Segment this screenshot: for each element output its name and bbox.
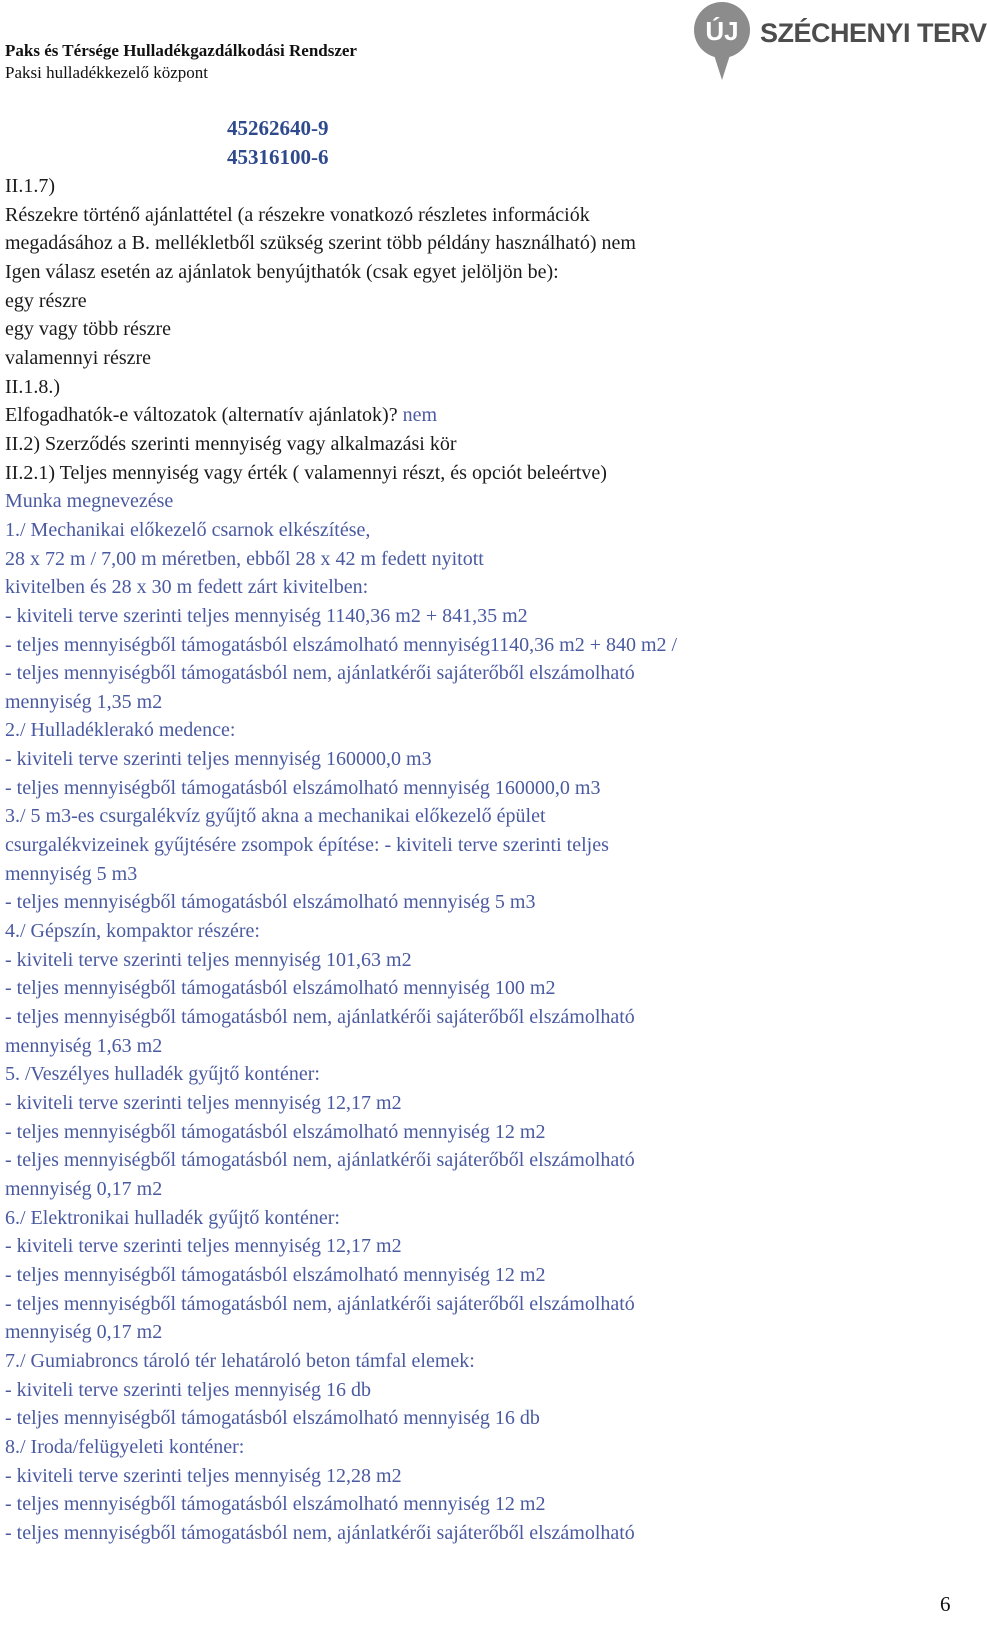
document-line-text: mennyiség 1,63 m2	[5, 1034, 163, 1057]
document-line-text: Részekre történő ajánlattétel (a részekre vonatkozó részletes információk	[5, 203, 590, 226]
document-line-text: 2./ Hulladéklerakó medence:	[5, 719, 236, 742]
document-line-text: 28 x 72 m / 7,00 m méretben, ebből 28 x 42 m fedett nyitott	[5, 547, 484, 570]
document-line	[5, 602, 955, 631]
document-line	[5, 344, 955, 373]
document-line	[5, 373, 955, 402]
document-line	[5, 1376, 955, 1405]
document-line-text: - kiviteli terve szerinti teljes mennyiség 12,28 m2	[5, 1464, 402, 1487]
document-line-text: kivitelben és 28 x 30 m fedett zárt kivitelben:	[5, 576, 369, 599]
document-line-text: - kiviteli terve szerinti teljes mennyiség 160000,0 m3	[5, 748, 432, 771]
document-line-text: 1./ Mechanikai előkezelő csarnok elkészítése,	[5, 518, 371, 541]
document-line-text: - kiviteli terve szerinti teljes mennyiség 16 db	[5, 1378, 372, 1401]
document-line-text: - teljes mennyiségből támogatásból nem, ajánlatkérői sajáterőből elszámolható	[5, 1149, 635, 1172]
document-line	[5, 1490, 955, 1519]
document-line	[5, 1060, 955, 1089]
document-line-text: - teljes mennyiségből támogatásból elszámolható mennyiség 5 m3	[5, 891, 536, 914]
document-line-text: - teljes mennyiségből támogatásból elszámolható mennyiség 160000,0 m3	[5, 776, 601, 799]
document-line	[5, 745, 955, 774]
page-number: 6	[940, 1592, 951, 1616]
document-line-text: 7./ Gumiabroncs tároló tér lehatároló beton támfal elemek:	[5, 1349, 475, 1372]
document-line-text: 3./ 5 m3-es csurgalékvíz gyűjtő akna a mechanikai előkezelő épület	[5, 805, 546, 828]
document-line-text: - kiviteli terve szerinti teljes mennyiség 1140,36 m2 + 841,35 m2	[5, 604, 528, 627]
document-line-text: mennyiség 5 m3	[5, 862, 138, 885]
document-line	[5, 1204, 955, 1233]
logo-wordmark: SZÉCHENYI TERV	[760, 18, 987, 48]
document-line-text: mennyiség 1,35 m2	[5, 690, 163, 713]
document-line	[5, 172, 955, 201]
document-line-text: valamennyi részre	[5, 346, 152, 369]
cpv-code: 45262640-9	[227, 116, 329, 140]
document-line	[5, 688, 955, 717]
document-line	[5, 1347, 955, 1376]
document-line-text: egy részre	[5, 289, 87, 312]
document-line	[5, 716, 955, 745]
document-line	[5, 401, 955, 430]
document-line-text: csurgalékvizeinek gyűjtésére zsompok építése: - kiviteli terve szerinti teljes	[5, 834, 609, 857]
document-line	[5, 1462, 955, 1491]
document-line-text: II.1.7)	[5, 175, 55, 197]
document-line-text: - teljes mennyiségből támogatásból nem, ajánlatkérői sajáterőből elszámolható	[5, 662, 635, 685]
document-line	[5, 459, 955, 488]
document-line	[5, 1175, 955, 1204]
document-line	[5, 974, 955, 1003]
document-line-text: megadásához a B. mellékletből szükség szerint több példány használható) nem	[5, 232, 636, 255]
logo-prefix: ÚJ	[705, 16, 739, 46]
document-line-text: II.2) Szerződés szerinti mennyiség vagy alkalmazási kör	[5, 432, 457, 455]
document-line-text: II.2.1) Teljes mennyiség vagy érték ( valamennyi részt, és opciót beleértve)	[5, 461, 607, 484]
document-line-text: - teljes mennyiségből támogatásból elszámolható mennyiség 16 db	[5, 1407, 540, 1430]
document-line	[5, 573, 955, 602]
document-line	[5, 1003, 955, 1032]
document-line	[5, 1404, 955, 1433]
document-line	[5, 315, 955, 344]
document-line	[5, 1261, 955, 1290]
document-line	[5, 516, 955, 545]
document-line-text: - kiviteli terve szerinti teljes mennyiség 12,17 m2	[5, 1092, 402, 1114]
document-line	[5, 631, 955, 660]
document-line	[5, 1290, 955, 1319]
document-line	[5, 659, 955, 688]
document-line-text: - kiviteli terve szerinti teljes mennyiség 101,63 m2	[5, 948, 412, 971]
document-line	[5, 430, 955, 459]
header-organization: Paks és Térsége Hulladékgazdálkodási Rendszer	[5, 41, 357, 60]
document-line	[5, 802, 955, 831]
document-line	[5, 946, 955, 975]
document-line	[5, 774, 955, 803]
document-line	[5, 1433, 955, 1462]
document-line-text: Igen válasz esetén az ajánlatok benyújthatók (csak egyet jelöljön be):	[5, 260, 559, 283]
document-line	[5, 1118, 955, 1147]
document-line	[5, 201, 955, 230]
document-line-text: mennyiség 0,17 m2	[5, 1321, 163, 1344]
document-line-text: - teljes mennyiségből támogatásból elszámolható mennyiség 12 m2	[5, 1120, 546, 1143]
document-line-text: - teljes mennyiségből támogatásból elszámolható mennyiség 12 m2	[5, 1493, 546, 1516]
document-line	[5, 831, 955, 860]
answer-value: nem	[402, 404, 438, 427]
document-line	[5, 1146, 955, 1175]
document-line-text: 6./ Elektronikai hulladék gyűjtő konténer:	[5, 1206, 340, 1229]
document-line	[5, 1318, 955, 1347]
document-line-text: - teljes mennyiségből támogatásból nem, ajánlatkérői sajáterőből elszámolható	[5, 1292, 635, 1315]
document-line-text: 8./ Iroda/felügyeleti konténer:	[5, 1435, 245, 1458]
document-line	[5, 487, 955, 516]
document-line	[5, 1089, 955, 1118]
document-line	[5, 229, 955, 258]
document-line-text: egy vagy több részre	[5, 318, 172, 341]
document-line	[5, 917, 955, 946]
header-site: Paksi hulladékkezelő központ	[5, 63, 209, 82]
document-line	[5, 287, 955, 316]
document-line	[5, 545, 955, 574]
document-line	[5, 888, 955, 917]
document-line-text: - kiviteli terve szerinti teljes mennyiség 12,17 m2	[5, 1235, 402, 1258]
document-body	[5, 172, 955, 1548]
document-line-text: Munka megnevezése	[5, 490, 174, 513]
document-line-text: - teljes mennyiségből támogatásból elszámolható mennyiség 100 m2	[5, 977, 556, 1000]
document-line-text: II.1.8.)	[5, 375, 60, 398]
document-line	[5, 258, 955, 287]
document-line	[5, 1032, 955, 1061]
cpv-code: 45316100-6	[227, 145, 329, 169]
document-line-text: - teljes mennyiségből támogatásból nem, ajánlatkérői sajáterőből elszámolható	[5, 1006, 635, 1029]
document-line	[5, 1519, 955, 1548]
document-line-text: mennyiség 0,17 m2	[5, 1177, 163, 1200]
document-line	[5, 1232, 955, 1261]
document-line-text: Elfogadhatók-e változatok (alternatív ajánlatok)?	[5, 404, 403, 427]
document-line-text: 5. /Veszélyes hulladék gyűjtő konténer:	[5, 1063, 320, 1086]
document-line-text: 4./ Gépszín, kompaktor részére:	[5, 920, 260, 943]
document-line	[5, 860, 955, 889]
document-line-text: - teljes mennyiségből támogatásból nem, ajánlatkérői sajáterőből elszámolható	[5, 1521, 635, 1544]
document-line-text: - teljes mennyiségből támogatásból elszámolható mennyiség1140,36 m2 + 840 m2 /	[5, 633, 678, 656]
document-line-text: - teljes mennyiségből támogatásból elszámolható mennyiség 12 m2	[5, 1263, 546, 1286]
